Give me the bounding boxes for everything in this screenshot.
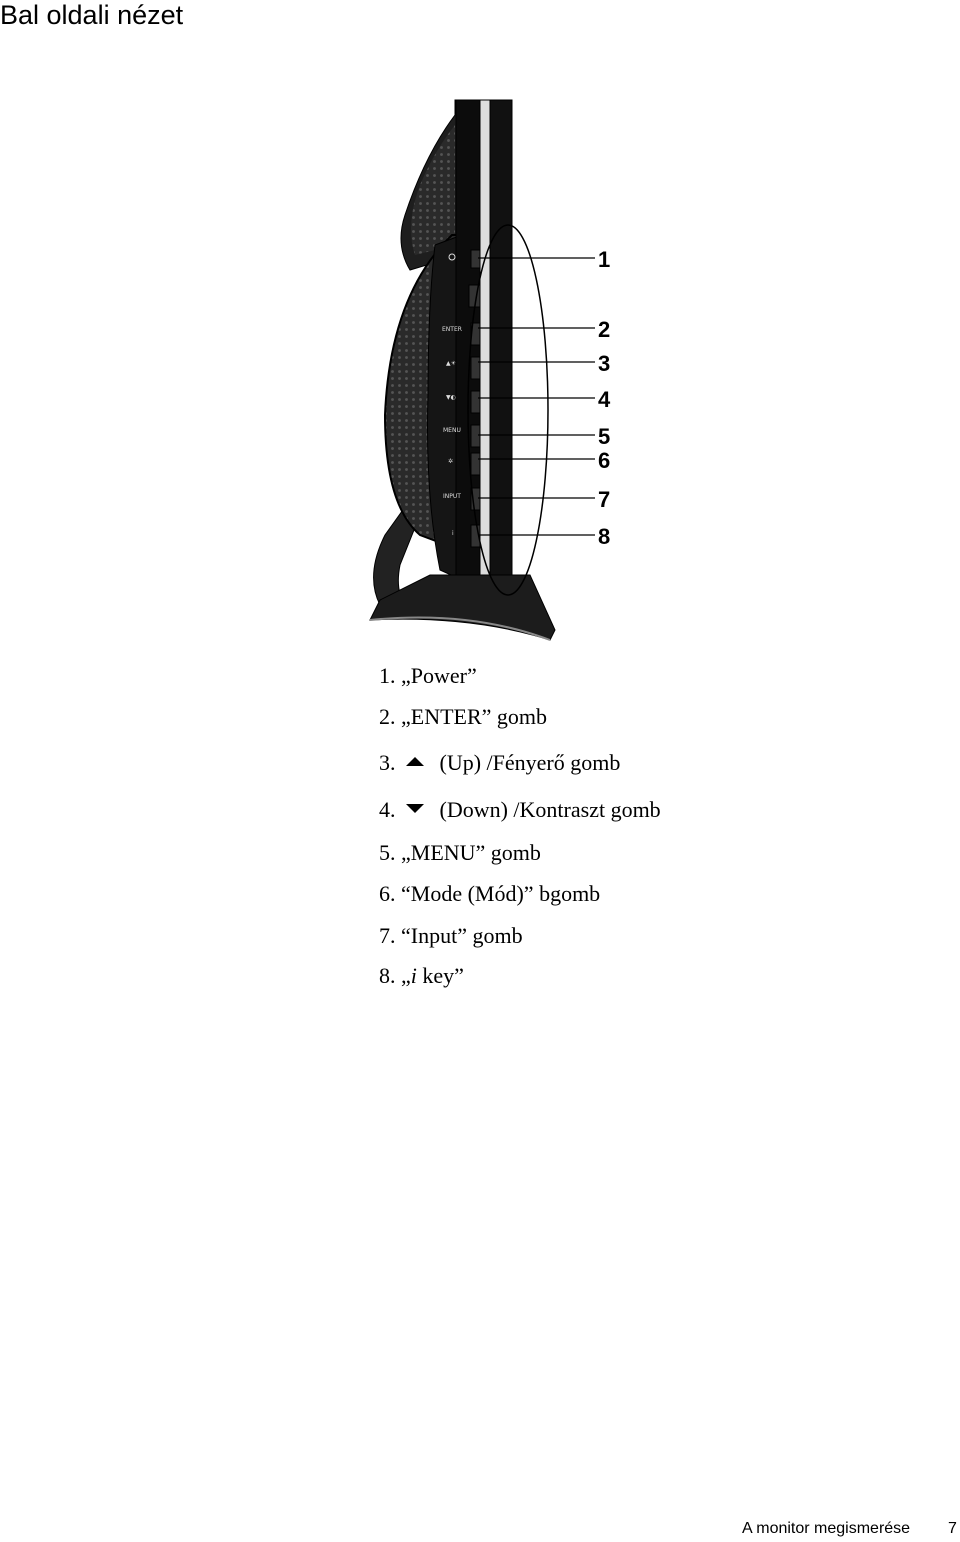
legend-number: 3. bbox=[379, 750, 396, 775]
legend-text: (Down) /Kontraszt gomb bbox=[439, 797, 661, 822]
legend-text-italic: i bbox=[410, 963, 417, 988]
legend-number: 8. bbox=[379, 963, 396, 988]
monitor-left-side-illustration bbox=[340, 95, 630, 645]
legend-item-1 bbox=[379, 663, 477, 688]
legend-number: 2. bbox=[379, 704, 396, 729]
panel-input-label: INPUT bbox=[443, 493, 461, 500]
legend-item-8 bbox=[379, 963, 464, 988]
svg-text:▼◐: ▼◐ bbox=[446, 394, 456, 401]
legend-number: 1. bbox=[379, 663, 396, 688]
legend-number: 5. bbox=[379, 840, 396, 865]
legend-text: „ENTER” gomb bbox=[401, 704, 548, 729]
callout-5: 5 bbox=[598, 424, 611, 449]
svg-text:i: i bbox=[452, 530, 454, 537]
up-arrow-icon bbox=[406, 757, 424, 766]
callout-3: 3 bbox=[598, 351, 611, 376]
legend-item-2 bbox=[379, 704, 548, 729]
svg-text:▲☀: ▲☀ bbox=[446, 360, 456, 367]
legend-text: “Input” gomb bbox=[401, 923, 523, 948]
callout-1: 1 bbox=[598, 247, 611, 272]
page-title: Bal oldali nézet bbox=[0, 0, 184, 30]
callout-2: 2 bbox=[598, 317, 611, 342]
legend-item-7 bbox=[379, 923, 523, 948]
legend-text-pre: „ bbox=[401, 963, 411, 988]
legend-text: „MENU” gomb bbox=[401, 840, 541, 865]
panel-menu-label: MENU bbox=[443, 427, 461, 434]
legend-number: 4. bbox=[379, 797, 396, 822]
callout-6: 6 bbox=[598, 448, 611, 473]
svg-text:✲: ✲ bbox=[448, 458, 454, 465]
callout-4: 4 bbox=[598, 387, 611, 412]
legend-item-4 bbox=[379, 797, 661, 822]
legend-text: (Up) /Fényerő gomb bbox=[439, 750, 621, 775]
panel-enter-label: ENTER bbox=[442, 326, 462, 333]
legend-item-3 bbox=[379, 750, 621, 775]
footer-section-title: A monitor megismerése bbox=[742, 1520, 911, 1537]
legend-text-post: key” bbox=[416, 963, 464, 988]
legend-number: 7. bbox=[379, 923, 396, 948]
page-footer bbox=[0, 1518, 960, 1542]
callout-7: 7 bbox=[598, 487, 611, 512]
page-number: 7 bbox=[948, 1520, 957, 1537]
legend-item-6 bbox=[379, 881, 601, 906]
down-arrow-icon bbox=[406, 804, 424, 813]
legend-text: „Power” bbox=[401, 663, 477, 688]
callout-8: 8 bbox=[598, 524, 611, 549]
legend-item-5 bbox=[379, 840, 541, 865]
legend-text: “Mode (Mód)” bgomb bbox=[401, 881, 601, 906]
legend-number: 6. bbox=[379, 881, 396, 906]
